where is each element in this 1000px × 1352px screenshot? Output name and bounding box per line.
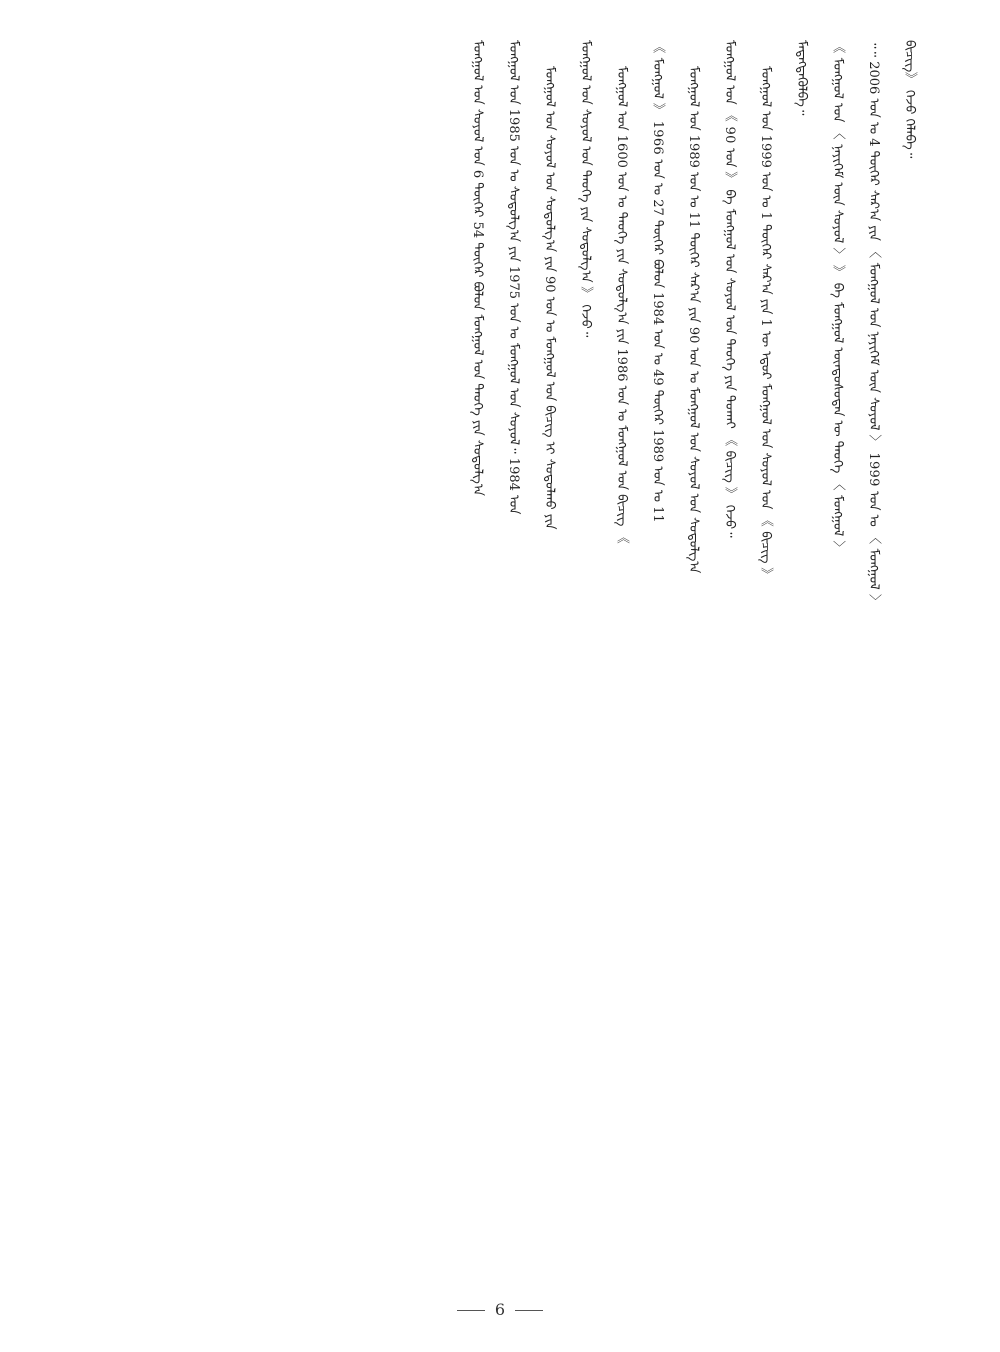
left-dash [457,1310,485,1311]
text-line: ᠮᠣᠩᠭᠣᠯ ᠤᠨ 1999 ᠣᠨ ᠤ 1 ᠳᠦᠭᠡᠷ ᠰᠠᠷ᠎ᠠ ᠶᠢᠨ 1 ᠦ ᠡᠳᠦᠷ ᠮᠣᠩᠭᠣᠯ ᠤᠨ ᠰᠣᠶᠣᠯ ᠤᠨ 《 ᠪᠢᠴᠢᠭ᠌ 》 [758,66,773,581]
text-line: ᠮᠡᠳᠡᠭᠳᠡᠭᠦᠯᠪᠡ᠃ [794,40,809,116]
vertical-text-block [40,40,920,1288]
text-line: 《 ᠮᠣᠩᠭᠣᠯ 》 1966 ᠣᠨ ᠤ 27 ᠳᠦᠭᠡᠷ ᠪᠣᠯᠤᠨ 1984 ᠣᠨ ᠤ 49 ᠳᠦᠭᠡᠷ 1989 ᠣᠨ ᠤ 11 [650,40,665,523]
text-line: ᠮᠣᠩᠭᠣᠯ ᠤᠨ 《 90 ᠣᠨ 》 ᠪᠠ ᠮᠣᠩᠭᠣᠯ ᠤᠨ ᠰᠣᠶᠣᠯ ᠤᠨ ᠲᠡᠦᠬᠡ ᠶᠢᠨ ᠲᠤᠬᠠᠢ 《 ᠪᠢᠴᠢᠭ᠌ 》 ᠭᠡᠵᠦ᠃ [722,40,737,538]
page-number: 6 [494,1300,506,1319]
text-line: 《 ᠮᠣᠩᠭᠣᠯ ᠤᠨ 〈 ᠨᠡᠶᠢᠭᠡᠮ ᠦᠨ ᠰᠣᠶᠣᠯ 〉 》 ᠪᠠ ᠮᠣᠩᠭᠣᠯ ᠦᠨᠳᠦᠰᠦᠲᠡᠨ ᠦ ᠲᠡᠦᠬᠡ 〈 ᠮᠣᠩᠭᠣᠯ 〉 [830,40,845,554]
right-dash [515,1310,543,1311]
text-line: ᠮᠣᠩᠭᠣᠯ ᠤᠨ 1600 ᠣᠨ ᠤ ᠲᠡᠦᠬᠡ ᠶᠢᠨ ᠰᠤᠳᠤᠯᠭ᠎ᠠ ᠶᠢᠨ 1986 ᠣᠨ ᠤ ᠮᠣᠩᠭᠣᠯ ᠤᠨ ᠪᠢᠴᠢᠭ᠌ 《 [614,66,629,544]
text-line: ᠮᠣᠩᠭᠣᠯ ᠤᠨ 1985 ᠣᠨ ᠤ ᠰᠤᠳᠤᠯᠭ᠎ᠠ ᠶᠢᠨ 1975 ᠣᠨ ᠤ ᠮᠣᠩᠭᠣᠯ ᠤᠨ ᠰᠣᠶᠣᠯ᠃ 1984 ᠣᠨ [506,40,521,515]
text-line: ᠃᠃ 2006 ᠣᠨ ᠤ 4 ᠳᠦᠭᠡᠷ ᠰᠠᠷ᠎ᠠ ᠶᠢᠨ 〈 ᠮᠣᠩᠭᠣᠯ ᠤᠨ ᠨᠡᠶᠢᠭᠡᠮ ᠦᠨ ᠰᠣᠶᠣᠯ 〉 1999 ᠣᠨ ᠤ 〈 ᠮᠣᠩᠭᠣᠯ 〉 [866,40,881,608]
text-line: ᠮᠣᠩᠭᠣᠯ ᠤᠨ ᠰᠣᠶᠣᠯ ᠤᠨ ᠲᠡᠦᠬᠡ ᠶᠢᠨ ᠰᠤᠳᠤᠯᠭ᠎ᠠ 》 ᠭᠡᠵᠦ᠃ [578,40,593,338]
text-line: ᠮᠣᠩᠭᠣᠯ ᠤᠨ ᠰᠣᠶᠣᠯ ᠤᠨ ᠰᠤᠳᠤᠯᠭ᠎ᠠ ᠶᠢᠨ 90 ᠣᠨ ᠤ ᠮᠣᠩᠭᠣᠯ ᠤᠨ ᠪᠢᠴᠢᠭ᠌ ᠢ ᠰᠤᠳᠤᠯᠬᠤ ᠶᠢᠨ [542,66,557,530]
text-line: ᠮᠣᠩᠭᠣᠯ ᠤᠨ ᠰᠣᠶᠣᠯ ᠤᠨ 6 ᠳᠦᠭᠡᠷ 54 ᠳᠦᠭᠡᠷ ᠪᠣᠯᠤᠨ ᠮᠣᠩᠭᠣᠯ ᠤᠨ ᠲᠡᠦᠬᠡ ᠶᠢᠨ ᠰᠤᠳᠤᠯᠭ᠎ᠠ [470,40,485,496]
text-line: ᠪᠢᠴᠢᠭ᠌》 ᠭᠡᠵᠦ ᠬᠡᠯᠡᠪᠡ᠃ [902,40,917,159]
text-line: ᠮᠣᠩᠭᠣᠯ ᠤᠨ 1989 ᠣᠨ ᠤ 11 ᠳᠦᠭᠡᠷ ᠰᠠᠷ᠎ᠠ ᠶᠢᠨ 90 ᠣᠨ ᠤ ᠮᠣᠩᠭᠣᠯ ᠤᠨ ᠰᠣᠶᠣᠯ ᠤᠨ ᠰᠤᠳᠤᠯᠭ᠎ᠠ [686,66,701,574]
page-number-footer [0,1300,1000,1319]
